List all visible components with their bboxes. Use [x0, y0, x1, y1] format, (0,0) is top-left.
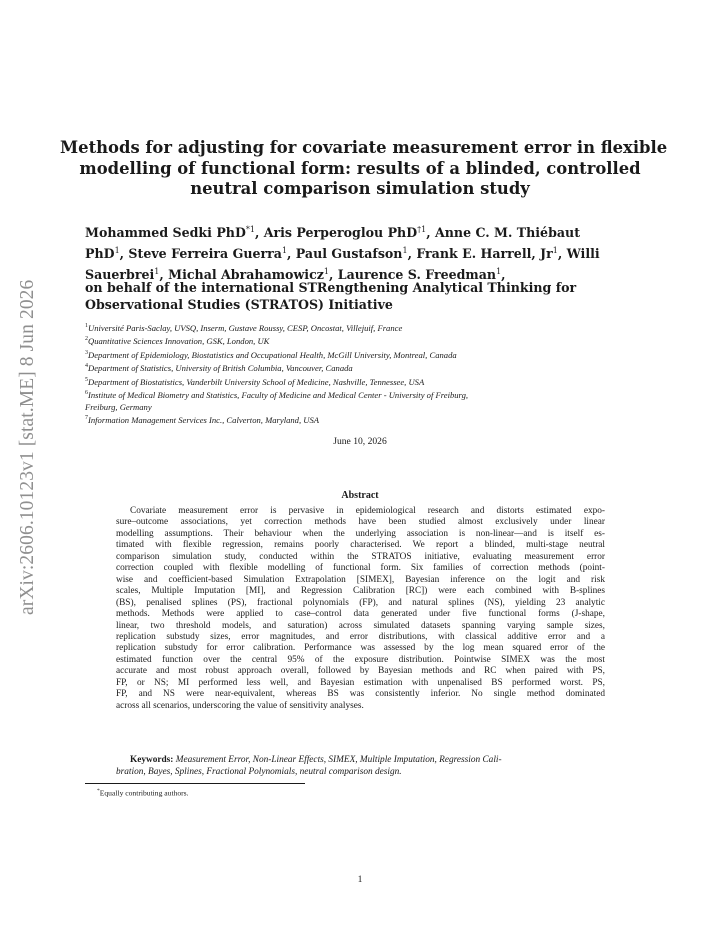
affiliation-list: [85, 321, 620, 427]
affiliation-item: [85, 388, 620, 401]
page-number: 1: [357, 874, 363, 885]
affiliation-number: 5: [85, 376, 88, 383]
abstract-line: FP, or NS; MI performed less well, and Bayesian estimation with unpenalised BS performed worst. PS,: [116, 677, 605, 688]
title-line: Methods for adjusting for covariate measurement error in flexible: [60, 138, 668, 157]
keywords-line: [116, 755, 605, 767]
abstract-line: (BS), penalised splines (PS), fractional polynomials (FP), and natural splines (NS), yielding 23 analytic: [116, 597, 605, 608]
affiliation-text: Freiburg, Germany: [85, 401, 152, 412]
keywords-text: Measurement Error, Non-Linear Effects, SIMEX, Multiple Imputation, Regression Cali-: [175, 755, 502, 765]
author-line: Mohammed Sedki PhD$^{*1}$, Aris Perperoglou PhD$^{\dagger 1}$, Anne C. M. Thiébaut: [85, 225, 581, 241]
keywords-line: [116, 767, 605, 779]
abstract-line: replication substudy for error calibration. Performance was assessed by the log mean squared error of the: [116, 643, 605, 654]
abstract-line: correction coupled with flexible modelling of functional form. Six families of correction methods (point-: [116, 563, 605, 574]
affiliation-item: [85, 348, 620, 361]
arxiv-identifier-stamp: arXiv:2606.10123v1 [stat.ME] 8 Jun 2026: [17, 279, 38, 615]
affiliation-item: [85, 334, 620, 347]
affiliation-number: 7: [85, 415, 88, 422]
affiliation-item: [85, 375, 620, 388]
affiliation-text: Université Paris-Saclay, UVSQ, Inserm, Gustave Roussy, CESP, Oncostat, Villejuif, France: [88, 322, 403, 333]
abstract-line: accurate and most robust approach overall, followed by Bayesian methods and RC when paired with PS,: [116, 666, 605, 677]
affiliation-item: [85, 413, 620, 426]
footnote: [97, 788, 189, 798]
keywords-label: Keywords:: [130, 755, 174, 765]
affiliation-text: Department of Statistics, University of British Columbia, Vancouver, Canada: [88, 363, 353, 374]
affiliation-item: [85, 321, 620, 334]
affiliation-text: Department of Epidemiology, Biostatistics and Occupational Health, McGill University, Montreal, Canada: [88, 349, 457, 360]
affiliation-text: Institute of Medical Biometry and Statistics, Faculty of Medicine and Medical Center - University of Freiburg,: [88, 390, 469, 401]
affiliation-item: [85, 361, 620, 374]
abstract-line: replication substudy sizes, error magnitudes, and error distributions, with classical additive error and a: [116, 631, 605, 642]
abstract-line: comparison simulation study, conducted within the STRATOS initiative, evaluating measurement error: [116, 551, 605, 562]
abstract-line: FP, and NS were near-equivalent, whereas BS was consistently inferior. No single method dominated: [116, 689, 605, 700]
abstract-line: estimated function over the central 95% of the exposure distribution. Pointwise SIMEX was the most: [116, 654, 605, 665]
paper-title: [60, 138, 668, 200]
consortium-line: on behalf of the international STRengthening Analytical Thinking for: [85, 280, 577, 295]
abstract-line: linear, two threshold models, and saturation) across simulated datasets spanning varying sample sizes,: [116, 620, 605, 631]
abstract-line: across all scenarios, underscoring the value of sensitivity analyses.: [116, 700, 364, 711]
affiliation-text: Information Management Services Inc., Calverton, Maryland, USA: [88, 415, 320, 426]
affiliation-number: 6: [85, 390, 88, 397]
abstract-line: sure–outcome associations, yet correction methods have been studied almost exclusively under linear: [116, 517, 605, 528]
affiliation-item: [85, 402, 620, 414]
abstract-body: [116, 506, 605, 712]
abstract-line: methods. Methods were applied to case–control data generated under five functional forms (J-shape,: [116, 609, 605, 620]
affiliation-number: 2: [85, 336, 88, 343]
abstract-line: timated with flexible regression, remains poorly characterised. We report a blinded, multi-stage neutral: [116, 540, 605, 551]
abstract-line: modelling assumptions. Their behaviour when the underlying association is non-linear—and is itself es-: [116, 528, 605, 539]
author-line: Sauerbrei$^1$, Michal Abrahamowicz$^1$, Laurence S. Freedman$^1$,: [85, 267, 506, 283]
title-line: modelling of functional form: results of a blinded, controlled: [79, 158, 641, 178]
author-line: PhD$^1$, Steve Ferreira Guerra$^1$, Paul Gustafson$^1$, Frank E. Harrell, Jr$^1$, Willi: [85, 246, 600, 262]
affiliation-text: Quantitative Sciences Innovation, GSK, London, UK: [88, 336, 270, 347]
footnote-text: Equally contributing authors.: [99, 788, 189, 798]
affiliation-text: Department of Biostatistics, Vanderbilt University School of Medicine, Nashville, Tennessee, USA: [88, 376, 425, 387]
abstract-heading: Abstract: [341, 490, 379, 501]
footnote-rule: [85, 783, 305, 784]
consortium-statement: [85, 279, 645, 313]
keywords-block: [116, 755, 605, 778]
title-line: neutral comparison simulation study: [190, 179, 530, 198]
abstract-line: Covariate measurement error is pervasive in epidemiological research and distorts estimated expo-: [130, 506, 605, 516]
consortium-line: Observational Studies (STRATOS) Initiative: [85, 297, 393, 312]
abstract-line: scales, Multiple Imputation [MI], and Regression Calibration [RC]) were each combined with B-splines: [116, 586, 605, 597]
author-list: [85, 221, 645, 285]
affiliation-number: 3: [85, 349, 88, 356]
affiliation-number: 1: [85, 323, 88, 329]
keywords-text: bration, Bayes, Splines, Fractional Polynomials, neutral comparison design.: [116, 766, 402, 777]
publication-date: June 10, 2026: [333, 436, 387, 447]
footnote-mark: *: [97, 788, 100, 794]
affiliation-number: 4: [85, 363, 88, 370]
abstract-line: wise and coefficient-based Simulation Extrapolation [SIMEX], Bayesian inference on the logit and risk: [116, 574, 605, 585]
